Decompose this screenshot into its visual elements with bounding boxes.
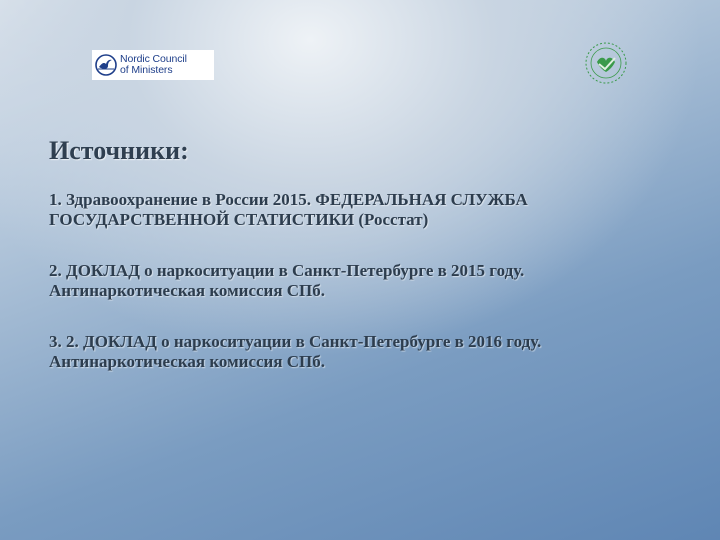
nordic-council-logo (92, 50, 214, 80)
slide-content (49, 136, 689, 403)
nordic-wordmark-line2: of Ministers (120, 64, 173, 76)
source-3-line1: 3. 2. ДОКЛАД о наркоситуации в Санкт-Петербурге в 2016 году. (49, 332, 542, 351)
source-item-2 (49, 261, 689, 301)
nordic-wordmark-line1: Nordic Council (120, 53, 187, 65)
source-item-1 (49, 190, 689, 230)
sources-list (49, 190, 689, 372)
nordic-swan-icon (95, 54, 117, 76)
source-3-line2: Антинаркотическая комиссия СПб. (49, 352, 326, 371)
slide-title: Источники: (49, 136, 189, 165)
source-2-line2: Антинаркотическая комиссия СПб. (49, 281, 326, 300)
source-1-line2: ГОСУДАРСТВЕННОЙ СТАТИСТИКИ (Росстат) (49, 210, 429, 229)
green-seal-logo-icon (583, 40, 629, 86)
nordic-council-wordmark (120, 54, 187, 76)
source-2-line1: 2. ДОКЛАД о наркоситуации в Санкт-Петербурге в 2015 году. (49, 261, 525, 280)
source-item-3 (49, 332, 689, 372)
source-1-line1: 1. Здравоохранение в России 2015. ФЕДЕРАЛЬНАЯ СЛУЖБА (49, 190, 528, 209)
